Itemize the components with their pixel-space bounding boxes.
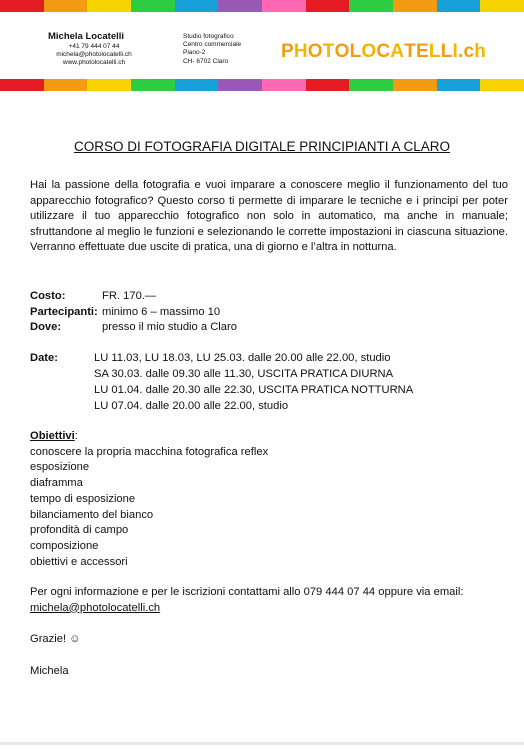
header-email: michela@photolocatelli.ch [56,51,132,58]
where-value: presso il mio studio a Claro [102,321,237,333]
participants-label: Partecipanti: [30,306,98,318]
color-stripe-header-bottom [0,79,524,91]
stripe-segment [131,0,175,12]
stripe-segment [349,0,393,12]
stripe-segment [393,79,437,91]
contact-section [30,585,463,616]
logo-letter: c [463,41,475,62]
cost-value: FR. 170.— [102,290,157,302]
stripe-segment [218,79,262,91]
thanks-text: Grazie! ☺ [30,633,81,645]
intro-paragraph: Hai la passione della fotografia e vuoi imparare a conoscere meglio il funzionamento del tuo apparecchio fotografico? Questo corso ti permette di imparare le tecniche e i principi per poter utilizzare il tuo apparecchio fotografico non solo in automatico, ma anche in manuale; sfruttandone al meglio le funzioni e selezionando le corrette impostazioni in ciascuna situazione. Verranno effettuate due uscite di pratica, una di giorno e l’altra in notturna. [30,179,508,254]
address-line: Piano-2 [183,49,206,57]
header-phone: +41 79 444 07 44 [68,43,120,50]
logo-letter: . [458,41,464,62]
objective-item: bilanciamento del bianco [30,508,154,521]
stripe-segment [306,0,350,12]
signature: Michela [30,665,69,677]
objective-item: diaframma [30,477,83,490]
stripe-segment [262,0,306,12]
stripe-segment [44,79,88,91]
stripe-segment [175,0,219,12]
cost-label: Costo: [30,290,66,302]
header-address [183,33,241,66]
stripe-segment [480,0,524,12]
header-website: www.photolocatelli.ch [62,59,126,66]
stripe-segment [437,0,481,12]
stripe-segment [262,79,306,91]
stripe-segment [306,79,350,91]
date-item: SA 30.03. dalle 09.30 alle 11.30, USCITA PRATICA DIURNA [94,368,394,380]
stripe-segment [87,0,131,12]
contact-text: Per ogni informazione e per le iscrizioni contattami allo 079 444 07 44 oppure via email: [30,586,464,598]
logo-letter: E [416,41,429,62]
page-bottom-line [0,742,524,745]
logo-letter: P [281,41,294,62]
stripe-segment [87,79,131,91]
logo-letter: H [293,41,308,62]
date-item: LU 01.04. dalle 20.30 alle 22.30, USCITA PRATICA NOTTURNA [94,384,414,396]
stripe-segment [349,79,393,91]
stripe-segment [131,79,175,91]
objective-item: composizione [30,539,99,552]
logo-letter: h [474,41,487,62]
contact-email-link[interactable]: michela@photolocatelli.ch [30,601,161,614]
logo-letter: T [404,41,417,62]
logo-letter: I [452,41,459,62]
objective-item: obiettivi e accessori [30,555,128,568]
objective-item: esposizione [30,461,90,474]
participants-value: minimo 6 – massimo 10 [102,306,221,318]
stripe-segment [175,79,219,91]
objective-item: conoscere la propria macchina fotografica reflex [30,445,269,458]
page-title: CORSO DI FOTOGRAFIA DIGITALE PRINCIPIANTI A CLARO [73,139,451,154]
objectives-section [30,429,268,570]
where-label: Dove: [30,321,62,333]
stripe-segment [0,0,44,12]
logo-letter: O [334,41,350,62]
logo-letter: T [322,41,335,62]
logo-letter: L [440,41,453,62]
address-line: CH- 6702 Claro [183,57,229,65]
date-item: LU 11.03, LU 18.03, LU 25.03. dalle 20.00 alle 22.00, studio [94,352,391,364]
color-stripe-top [0,0,524,12]
objective-item: profondità di campo [30,524,129,537]
address-line: Centro commerciale [183,41,242,49]
dates-list [94,350,413,414]
objectives-heading: Obiettivi: [30,430,78,442]
dates-label: Date: [30,352,58,364]
objective-item: tempo di esposizione [30,492,136,505]
logo-letter: O [361,41,377,62]
logo-letter: L [428,41,441,62]
stripe-segment [44,0,88,12]
brand-logo [281,41,486,63]
logo-letter: A [390,41,405,62]
header-contact [48,43,140,67]
stripe-segment [437,79,481,91]
stripe-segment [0,79,44,91]
header-name: Michela Locatelli [48,31,125,42]
logo-letter: O [307,41,323,62]
date-item: LU 07.04. dalle 20.00 alle 22.00, studio [94,400,289,412]
objectives-title: Obiettivi [30,430,75,442]
stripe-segment [393,0,437,12]
address-line: Studio fotografico [183,33,234,40]
stripe-segment [218,0,262,12]
logo-letter: C [376,41,391,62]
logo-letter: L [349,41,362,62]
stripe-segment [480,79,524,91]
